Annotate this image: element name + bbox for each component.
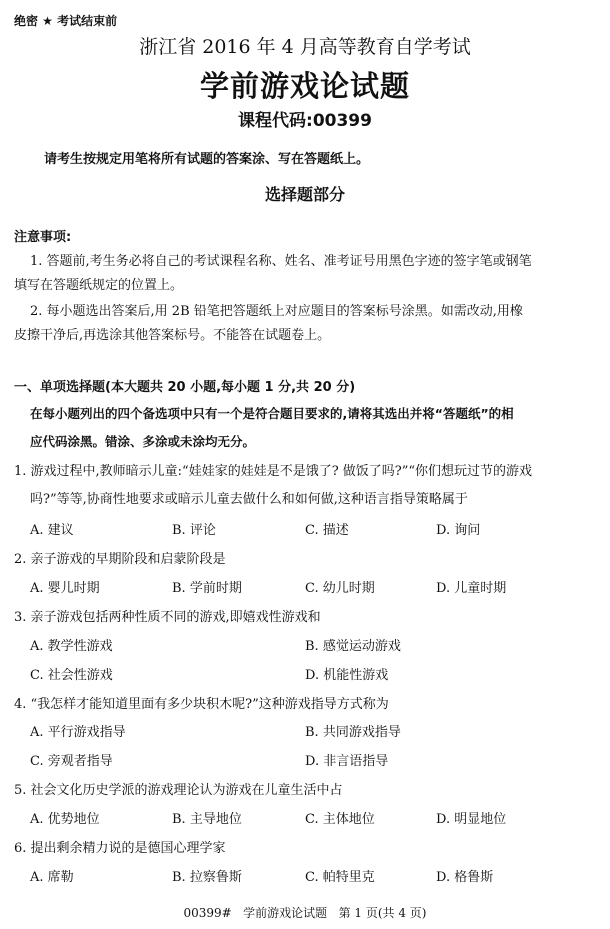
question-3-option-d: D. 机能性游戏 (305, 668, 389, 683)
question-2-stem: 2. 亲子游戏的早期阶段和启蒙阶段是 (14, 552, 226, 567)
question-6-option-c: C. 帕特里克 (305, 870, 375, 885)
question-1-stem-line-2: 吗?”等等,协商性地要求或暗示儿童去做什么和如何做,这种语言指导策略属于 (30, 492, 468, 507)
question-3-option-c: C. 社会性游戏 (30, 668, 113, 683)
question-3-option-b: B. 感觉运动游戏 (305, 639, 401, 654)
notes-item-1-line-2: 填写在答题纸规定的位置上。 (14, 278, 184, 293)
question-4-option-d: D. 非言语指导 (305, 754, 389, 769)
question-5-option-b: B. 主导地位 (172, 812, 242, 827)
course-code: 课程代码:00399 (238, 111, 372, 131)
question-5-stem: 5. 社会文化历史学派的游戏理论认为游戏在儿童生活中占 (14, 783, 343, 798)
question-1-option-d: D. 询问 (436, 523, 481, 538)
notes-item-1-line-1: 1. 答题前,考生务必将自己的考试课程名称、姓名、准考证号用黑色字迹的签字笔或钢笔 (30, 254, 532, 269)
question-4-stem: 4. “我怎样才能知道里面有多少块积木呢?”这种游戏指导方式称为 (14, 697, 389, 712)
question-5-option-a: A. 优势地位 (30, 812, 100, 827)
question-2-option-d: D. 儿童时期 (436, 581, 507, 596)
notes-title: 注意事项: (14, 230, 72, 245)
notes-item-2-line-2: 皮擦干净后,再选涂其他答案标号。不能答在试题卷上。 (14, 328, 331, 343)
question-4-option-a: A. 平行游戏指导 (30, 725, 126, 740)
question-3-stem: 3. 亲子游戏包括两种性质不同的游戏,即嬉戏性游戏和 (14, 610, 321, 625)
question-6-option-a: A. 席勒 (30, 870, 74, 885)
question-1-option-c: C. 描述 (305, 523, 349, 538)
exam-title: 浙江省 2016 年 4 月高等教育自学考试 (139, 36, 471, 58)
question-2-option-a: A. 婴儿时期 (30, 581, 100, 596)
question-3-option-a: A. 教学性游戏 (30, 639, 113, 654)
question-1-stem-line-1: 1. 游戏过程中,教师暗示儿童:“娃娃家的娃娃是不是饿了? 做饭了吗?”“你们想玩过节的游戏 (14, 464, 533, 479)
question-4-option-b: B. 共同游戏指导 (305, 725, 401, 740)
notes-item-2-line-1: 2. 每小题选出答案后,用 2B 铅笔把答题纸上对应题目的答案标号涂黑。如需改动,用橡 (30, 304, 523, 319)
question-2-option-c: C. 幼儿时期 (305, 581, 375, 596)
question-1-option-b: B. 评论 (172, 523, 216, 538)
question-6-stem: 6. 提出剩余精力说的是德国心理学家 (14, 841, 226, 856)
question-6-option-b: B. 拉察鲁斯 (172, 870, 242, 885)
part1-desc-line-2: 应代码涂黑。错涂、多涂或未涂均无分。 (30, 434, 256, 449)
question-5-option-d: D. 明显地位 (436, 812, 507, 827)
page-footer: 00399# 学前游戏论试题 第 1 页(共 4 页) (183, 906, 427, 920)
instruction: 请考生按规定用笔将所有试题的答案涂、写在答题纸上。 (44, 152, 370, 167)
question-1-option-a: A. 建议 (30, 523, 74, 538)
part1-desc-line-1: 在每小题列出的四个备选项中只有一个是符合题目要求的,请将其选出并将“答题纸”的相 (30, 406, 514, 421)
question-5-option-c: C. 主体地位 (305, 812, 375, 827)
section-title: 选择题部分 (264, 185, 345, 204)
confidential-label: 绝密 ★ 考试结束前 (14, 14, 118, 28)
subject-title: 学前游戏论试题 (199, 69, 410, 103)
question-6-option-d: D. 格鲁斯 (436, 870, 494, 885)
question-2-option-b: B. 学前时期 (172, 581, 242, 596)
part1-title: 一、单项选择题(本大题共 20 小题,每小题 1 分,共 20 分) (14, 380, 356, 395)
question-4-option-c: C. 旁观者指导 (30, 754, 113, 769)
